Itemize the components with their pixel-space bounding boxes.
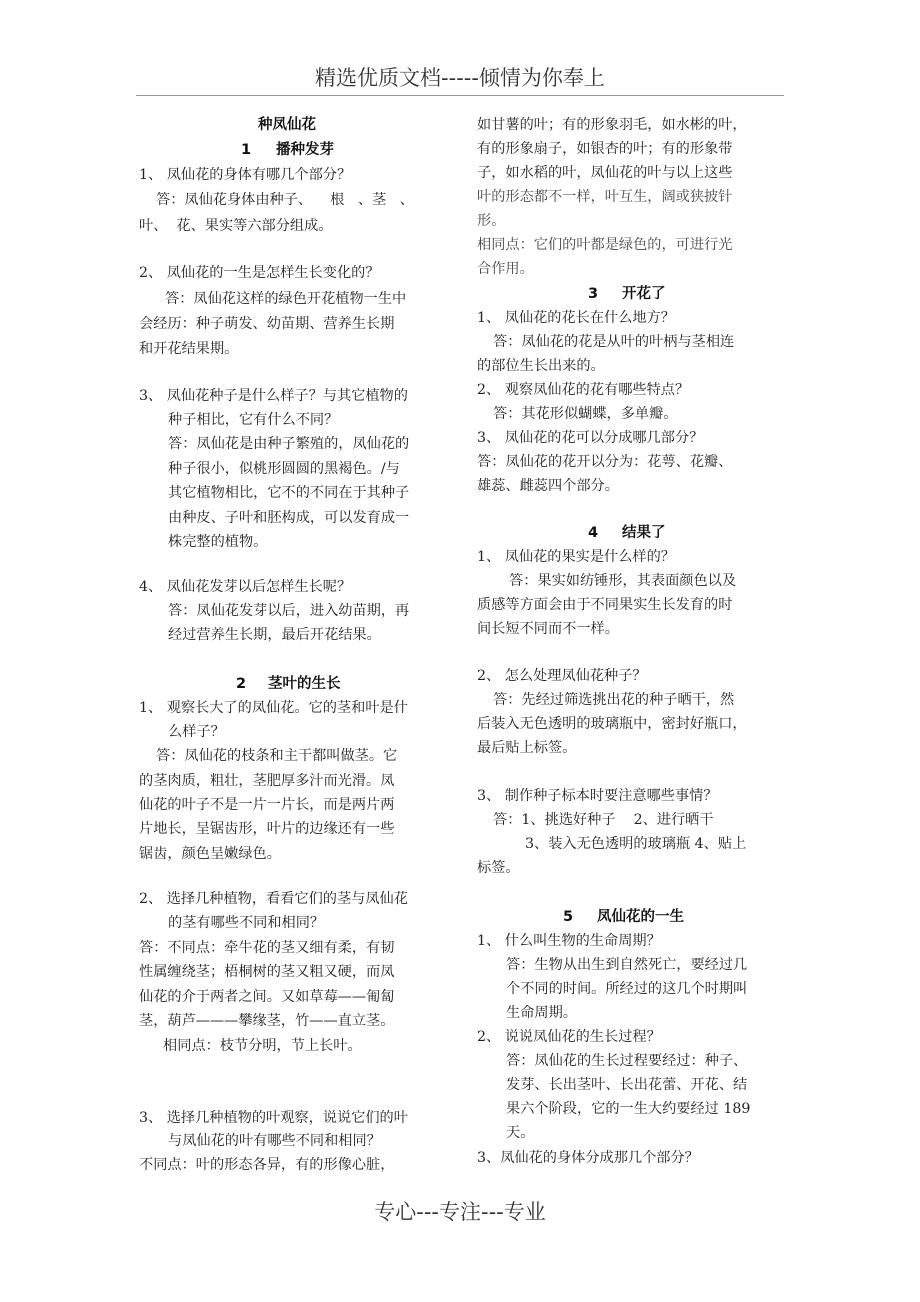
s2-a3-line2: 如甘薯的叶；有的形象羽毛，如水彬的叶， bbox=[477, 117, 747, 133]
s3-a1-line2: 的部位生长出来的。 bbox=[477, 358, 605, 374]
s3-q3: 3、 凤仙花的花可以分成哪几部分？ bbox=[477, 430, 704, 446]
s2-a3-line8: 合作用。 bbox=[477, 261, 534, 277]
s2-a3-line5: 叶的形态都不一样，叶互生，阔或狭披针 bbox=[477, 189, 733, 205]
s2-a3-line6: 形。 bbox=[477, 213, 506, 229]
s1-q3-line2: 种子相比，它有什么不同？ bbox=[168, 412, 339, 428]
section-1-number: 1 bbox=[241, 142, 252, 158]
s4-a1-line3: 间长短不同而不一样。 bbox=[477, 621, 619, 637]
section-5-number: 5 bbox=[563, 909, 574, 925]
s5-a2-line3: 果六个阶段，它的一生大约要经过 189 bbox=[506, 1101, 751, 1117]
s3-a1-line1: 答：凤仙花的花是从叶的叶柄与茎相连 bbox=[493, 334, 735, 350]
s2-a2-line3: 仙花的介于两者之间。又如草莓——匍匐 bbox=[139, 989, 395, 1005]
s1-q1: 1、 凤仙花的身体有哪几个部分？ bbox=[139, 167, 352, 183]
s4-q3: 3、 制作种子标本时要注意哪些事情？ bbox=[477, 788, 718, 804]
section-2-number: 2 bbox=[236, 676, 247, 692]
section-5-heading: 凤仙花的一生 bbox=[597, 909, 684, 925]
s5-a2-line1: 答：凤仙花的生长过程要经过：种子、 bbox=[506, 1053, 748, 1069]
s5-a1-line3: 生命周期。 bbox=[506, 1005, 577, 1021]
s1-a3-line4: 由种皮、子叶和胚构成，可以发育成一 bbox=[168, 510, 410, 526]
s4-q1: 1、 凤仙花的果实是什么样的？ bbox=[477, 549, 675, 565]
s5-q1: 1、 什么叫生物的生命周期？ bbox=[477, 933, 661, 949]
s1-a3-line5: 株完整的植物。 bbox=[168, 534, 268, 550]
s2-a2-line5: 相同点：枝节分明，节上长叶。 bbox=[163, 1038, 362, 1054]
s4-a1-line1: 答：果实如纺锤形，其表面颜色以及 bbox=[509, 573, 737, 589]
s5-a2-line4: 天。 bbox=[506, 1125, 535, 1141]
section-4-number: 4 bbox=[588, 525, 599, 541]
section-4-heading: 结果了 bbox=[622, 525, 666, 541]
s2-a1-line1: 答：凤仙花的枝条和主干都叫做茎。它 bbox=[156, 748, 398, 764]
s2-a3-line4: 子，如水稻的叶，凤仙花的叶与以上这些 bbox=[477, 165, 733, 181]
s2-q1-line1: 1、 观察长大了的凤仙花。它的茎和叶是什 bbox=[139, 700, 408, 716]
section-1-heading: 播种发芽 bbox=[276, 142, 334, 158]
s4-a2-line2: 后装入无色透明的玻璃瓶中，密封好瓶口， bbox=[477, 716, 747, 732]
section-3-heading: 开花了 bbox=[622, 286, 666, 302]
s4-a2-line3: 最后贴上标签。 bbox=[477, 740, 577, 756]
s1-a3-line1: 答：凤仙花是由种子繁殖的，凤仙花的 bbox=[168, 436, 410, 452]
s4-q2: 2、 怎么处理凤仙花种子？ bbox=[477, 668, 647, 684]
s1-a4-line2: 经过营养生长期，最后开花结果。 bbox=[168, 627, 381, 643]
s5-q2: 2、 说说凤仙花的生长过程？ bbox=[477, 1029, 661, 1045]
s1-a2-line3: 和开花结果期。 bbox=[139, 341, 239, 357]
s5-a1-line1: 答：生物从出生到自然死亡，要经过几 bbox=[506, 957, 748, 973]
s3-q1: 1、 凤仙花的花长在什么地方？ bbox=[477, 310, 675, 326]
s2-a3-line3: 有的形象扇子，如银杏的叶；有的形象带 bbox=[477, 141, 733, 157]
s1-a3-line2: 种子很小，似桃形圆圆的黑褐色。/与 bbox=[168, 461, 400, 477]
header-divider bbox=[136, 95, 784, 96]
s2-a1-line4: 片地长，呈锯齿形，叶片的边缘还有一些 bbox=[139, 821, 395, 837]
s2-q1-line2: 么样子？ bbox=[168, 724, 225, 740]
s4-a3-line3: 标签。 bbox=[477, 860, 520, 876]
s2-a1-line2: 的茎肉质，粗壮，茎肥厚多汁而光滑。凤 bbox=[139, 773, 395, 789]
s2-a2-line1: 答：不同点：牵牛花的茎又细有柔，有韧 bbox=[139, 940, 395, 956]
s5-a2-line2: 发芽、长出茎叶、长出花蕾、开花、结 bbox=[506, 1077, 748, 1093]
s2-a1-line5: 锯齿，颜色呈嫩绿色。 bbox=[139, 846, 281, 862]
s5-a1-line2: 个不同的时间。所经过的这几个时期叫 bbox=[506, 981, 748, 997]
page-footer: 专心---专注---专业 bbox=[374, 1200, 546, 1224]
s2-a2-line4: 茎，葫芦———攀缘茎，竹——直立茎。 bbox=[139, 1013, 395, 1029]
s4-a3-line1: 答：1、挑选好种子 2、进行晒干 bbox=[493, 812, 714, 828]
s4-a3-line2: 3、装入无色透明的玻璃瓶 4、贴上 bbox=[525, 836, 747, 852]
s3-a2-line1: 答：其花形似蝴蝶，多单瓣。 bbox=[493, 406, 678, 422]
section-2-heading: 茎叶的生长 bbox=[268, 676, 341, 692]
section-3-number: 3 bbox=[588, 286, 599, 302]
s2-a1-line3: 仙花的叶子不是一片一片长，而是两片两 bbox=[139, 797, 395, 813]
s1-a2-line1: 答：凤仙花这样的绿色开花植物一生中 bbox=[165, 291, 407, 307]
s2-q3-line2: 与凤仙花的叶有哪些不同和相同？ bbox=[168, 1133, 381, 1149]
s3-a3-line2: 雄蕊、雌蕊四个部分。 bbox=[477, 478, 619, 494]
s1-a1-line2: 叶、 花、果实等六部分组成。 bbox=[139, 218, 333, 234]
s4-a2-line1: 答：先经过筛选挑出花的种子晒干，然 bbox=[493, 692, 735, 708]
page-header: 精选优质文档-----倾情为你奉上 bbox=[315, 66, 605, 90]
s1-a2-line2: 会经历：种子萌发、幼苗期、营养生长期 bbox=[139, 316, 395, 332]
s1-a4-line1: 答：凤仙花发芽以后，进入幼苗期，再 bbox=[168, 603, 410, 619]
s2-q3-line1: 3、 选择几种植物的叶观察，说说它们的叶 bbox=[139, 1110, 408, 1126]
s3-a3-line1: 答：凤仙花的花开以分为：花萼、花瓣、 bbox=[477, 454, 733, 470]
s2-q2-line1: 2、 选择几种植物，看看它们的茎与凤仙花 bbox=[139, 891, 408, 907]
document-title: 种凤仙花 bbox=[258, 117, 316, 133]
s1-q2: 2、 凤仙花的一生是怎样生长变化的？ bbox=[139, 265, 380, 281]
s2-a3-line1: 不同点：叶的形态各异，有的形像心脏， bbox=[139, 1157, 395, 1173]
s2-a2-line2: 性属缠绕茎；梧桐树的茎又粗又硬，而凤 bbox=[139, 964, 395, 980]
s3-q2: 2、 观察凤仙花的花有哪些特点？ bbox=[477, 382, 690, 398]
s1-q4: 4、 凤仙花发芽以后怎样生长呢？ bbox=[139, 579, 352, 595]
s4-a1-line2: 质感等方面会由于不同果实生长发育的时 bbox=[477, 597, 733, 613]
s1-q3-line1: 3、 凤仙花种子是什么样子？与其它植物的 bbox=[139, 388, 408, 404]
s5-q3: 3、凤仙花的身体分成那几个部分？ bbox=[477, 1150, 699, 1166]
s2-a3-line7: 相同点：它们的叶都是绿色的，可进行光 bbox=[477, 237, 733, 253]
s1-a3-line3: 其它植物相比，它不的不同在于其种子 bbox=[168, 485, 410, 501]
s2-q2-line2: 的茎有哪些不同和相同？ bbox=[168, 915, 325, 931]
s1-a1-line1: 答：凤仙花身体由种子、 根 、茎 、 bbox=[156, 192, 414, 208]
